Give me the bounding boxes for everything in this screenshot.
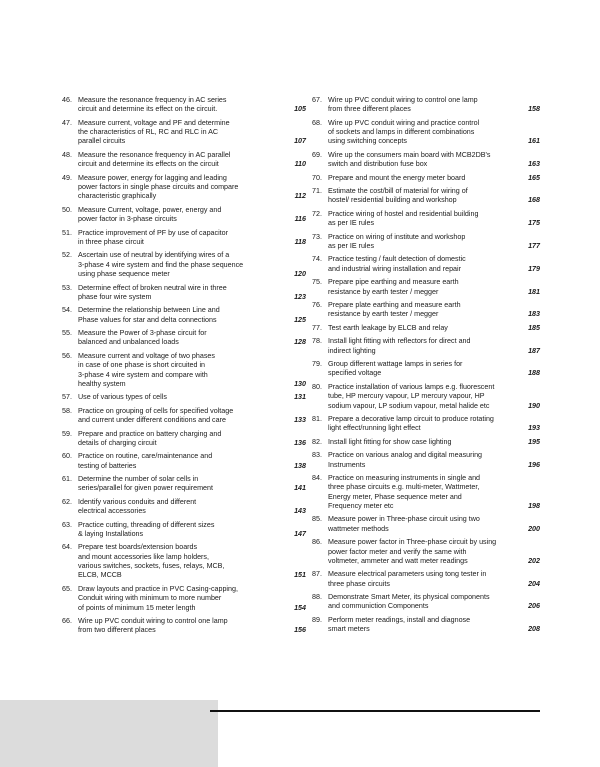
toc-entry-page: 198 [528,501,540,510]
toc-entry-number: 65. [62,584,72,593]
toc-entry-title-line: Prepare test boards/extension boards [78,543,198,552]
toc-entry-title-line: wattmeter methods [328,524,389,533]
toc-entry-title-line: in case of one phase is short circuited in [78,361,206,370]
toc-entry-page: 143 [294,507,306,516]
toc-right-column [312,96,540,639]
toc-entry-title [78,329,286,348]
toc-entry-title [328,187,520,206]
toc-entry-page: 125 [294,315,306,324]
toc-entry-page: 151 [294,571,306,580]
toc-entry-title-line: the characteristics of RL, RC and RLC in AC [78,128,219,137]
toc-entry [62,585,306,613]
toc-entry [312,383,540,411]
toc-entry-title-line: parallel circuits [78,137,126,146]
toc-entry [312,174,540,183]
toc-entry [62,151,306,170]
toc-entry [312,337,540,356]
toc-entry-title-line: Determine the number of solar cells in [78,475,199,484]
toc-entry [62,96,306,115]
toc-entry-title-line: Measure power in Three-phase circuit using two [328,515,480,524]
toc-entry-title-line: Practice on measuring instruments in single and [328,473,481,482]
toc-entry-title-line: Measure the resonance frequency in AC parallel [78,150,231,159]
toc-entry-title-line: Practice on routine, care/maintenance and [78,452,213,461]
toc-entry-title [78,585,286,613]
toc-entry-title-line: phase four wire system [78,292,152,301]
toc-entry-title-line: as per IE rules [328,219,375,228]
toc-entry-page: 105 [294,105,306,114]
toc-entry-title-line: 3-phase 4 wire system and compare with [78,370,208,379]
toc-entry-title-line: balanced and unbalanced loads [78,338,179,347]
toc-entry-page: 130 [294,379,306,388]
toc-entry-title-line: Prepare and practice on battery charging and [78,429,222,438]
toc-entry [312,451,540,470]
toc-entry-title-line: Determine effect of broken neutral wire in three [78,283,227,292]
toc-entry [312,438,540,447]
toc-entry-title [328,474,520,511]
toc-entry-title-line: Draw layouts and practice in PVC Casing-capping, [78,584,238,593]
toc-entry-page: 168 [528,196,540,205]
toc-entry-title-line: Determine the relationship between Line and [78,306,220,315]
toc-entry-title [78,119,286,147]
toc-entry-title-line: Measure current, voltage and PF and determine [78,118,230,127]
toc-entry-title-line: Wire up the consumers main board with MCB2DB's [328,150,491,159]
toc-entry-title [328,301,520,320]
toc-entry-title-line: Prepare pipe earthing and measure earth [328,278,459,287]
toc-entry-number: 54. [62,306,72,315]
toc-entry-title-line: series/parallel for given power requirement [78,484,213,493]
toc-entry-page: 147 [294,530,306,538]
toc-entry-title-line: Prepare plate earthing and measure earth [328,301,461,310]
toc-entry-page: 204 [528,579,540,588]
toc-entry-title-line: from two different places [78,626,156,635]
toc-entry-page: 165 [528,173,540,182]
toc-entry-title-line: and communiction Components [328,602,429,611]
toc-entry-page: 179 [528,264,540,273]
toc-entry-title-line: circuit and determine its effects on the circuit [78,160,219,169]
footer-gray-block [0,700,218,767]
toc-entry-page: 175 [528,219,540,228]
toc-entry-title-line: Phase values for star and delta connections [78,315,217,324]
toc-entry [62,206,306,225]
toc-entry-number: 87. [312,570,322,579]
toc-entry [312,360,540,379]
toc-entry-title [328,538,520,566]
toc-entry [62,475,306,494]
toc-entry-title-line: power factor in 3-phase circuits [78,215,177,224]
toc-entry-number: 71. [312,187,322,196]
toc-entry-number: 86. [312,538,322,547]
toc-entry-title [78,452,286,471]
toc-entry-number: 77. [312,323,322,332]
toc-entry-title-line: Measure Current, voltage, power, energy and [78,205,222,214]
toc-entry-title-line: various switches, sockets, fuses, relays, MCB, [78,562,225,571]
toc-entry-number: 68. [312,118,322,127]
toc-entry-page: 183 [528,310,540,319]
toc-entry-title-line: Instruments [328,460,366,469]
toc-entry-title-line: Use of various types of cells [78,393,167,402]
toc-entry-title-line: power factor meter and verify the same with [328,547,467,556]
toc-entry-title-line: and industrial wiring installation and repair [328,264,461,273]
toc-entry-page: 141 [294,484,306,493]
toc-entry-title-line: characteristic graphically [78,192,157,201]
toc-entry-page: 181 [528,287,540,296]
toc-entry-number: 82. [312,437,322,446]
toc-entry-title-line: electrical accessories [78,507,146,516]
toc-entry-number: 62. [62,497,72,506]
toc-entry-title [78,393,286,402]
toc-entry-page: 177 [528,242,540,251]
toc-entry-number: 49. [62,173,72,182]
toc-entry-title-line: Wire up PVC conduit wiring to control one lamp [78,617,228,626]
toc-entry-number: 66. [62,617,72,626]
toc-entry [312,233,540,252]
toc-entry-page: 131 [294,393,306,402]
toc-entry-page: 118 [294,237,306,246]
toc-entry-page: 206 [528,602,540,611]
toc-entry-number: 60. [62,452,72,461]
toc-entry-title-line: Prepare and mount the energy meter board [328,173,466,182]
toc-entry-title-line: resistance by earth tester / megger [328,310,439,319]
toc-entry-number: 46. [62,96,72,104]
toc-entry-page: 195 [528,437,540,446]
toc-entry-title-line: three phase circuits e.g. multi-meter, Wattmeter, [328,483,480,492]
toc-entry-title-line: Practice on wiring of institute and workshop [328,232,466,241]
toc-entry-title-line: Test earth leakage by ELCB and relay [328,323,448,332]
toc-entry-number: 61. [62,475,72,484]
toc-entry-page: 185 [528,323,540,332]
toc-entry-number: 72. [312,209,322,218]
toc-entry-number: 67. [312,96,322,104]
toc-entry [312,570,540,589]
toc-entry-title-line: power factors in single phase circuits and compare [78,183,239,192]
toc-entry-title [78,498,286,517]
toc-entry-title-line: Group different wattage lamps in series for [328,360,463,369]
toc-entry [62,174,306,202]
toc-entry-number: 70. [312,173,322,182]
toc-entry [62,119,306,147]
toc-entry-number: 83. [312,451,322,460]
toc-entry [62,284,306,303]
toc-entry [62,329,306,348]
toc-entry-title-line: specified voltage [328,369,382,378]
toc-entry-title-line: voltmeter, ammeter and watt meter readings [328,556,468,565]
toc-entry-title-line: Wire up PVC conduit wiring to control one lamp [328,96,478,104]
toc-entry-number: 73. [312,232,322,241]
toc-entry-page: 110 [294,160,306,169]
toc-entry-number: 48. [62,150,72,159]
toc-entry-title-line: circuit and determine its effect on the circuit. [78,105,218,114]
toc-entry-page: 107 [294,137,306,146]
toc-entry-page: 163 [528,160,540,169]
toc-entry-number: 89. [312,615,322,624]
toc-entry [62,617,306,636]
toc-entry-title [328,337,520,356]
toc-entry-title-line: as per IE rules [328,242,375,251]
toc-entry-title-line: switch and distribution fuse box [328,160,428,169]
toc-entry-title [78,407,286,426]
toc-entry-title-line: Conduit wiring with minimum to more number [78,594,222,603]
toc-entry-title-line: Measure electrical parameters using tong tester in [328,570,487,579]
toc-entry [312,515,540,534]
toc-entry-number: 84. [312,473,322,482]
toc-entry-page: 188 [528,369,540,378]
toc-entry-title [328,324,520,333]
toc-entry [312,593,540,612]
toc-entry [312,187,540,206]
toc-entry [62,407,306,426]
toc-entry-title-line: Practice wiring of hostel and residential building [328,209,479,218]
toc-entry [312,301,540,320]
toc-entry-title-line: three phase circuits [328,579,390,588]
toc-entry-title-line: Energy meter, Phase sequence meter and [328,492,462,501]
toc-entry-title-line: ELCB, MCCB [78,571,122,580]
toc-entry-page: 208 [528,625,540,634]
toc-entry-title [78,229,286,248]
toc-entry-title [328,438,520,447]
toc-entry [312,119,540,147]
toc-entry-title-line: light effect/running light effect [328,424,421,433]
toc-entry-title-line: of sockets and lamps in different combinations [328,128,475,137]
toc-entry-title-line: tube, HP mercury vapour, LP mercury vapour, HP [328,392,485,401]
toc-entry-number: 47. [62,118,72,127]
toc-entry-number: 52. [62,251,72,260]
toc-entry-title [328,415,520,434]
toc-entry-title [328,360,520,379]
toc-entry-title-line: Measure the resonance frequency in AC series [78,96,227,104]
toc-entry [62,430,306,449]
toc-entry-title-line: Practice installation of various lamps e.g. fluorescent [328,382,495,391]
toc-entry-page: 190 [528,401,540,410]
toc-entry-title-line: Measure the Power of 3-phase circuit for [78,329,207,338]
toc-entry-number: 55. [62,329,72,338]
toc-entry-title [78,543,286,580]
toc-entry-title-line: 3-phase 4 wire system and find the phase sequence [78,260,244,269]
toc-entry-title-line: Wire up PVC conduit wiring and practice control [328,118,480,127]
toc-entry-title [78,206,286,225]
toc-entry-number: 63. [62,520,72,529]
toc-entry [312,324,540,333]
toc-entry-page: 202 [528,556,540,565]
toc-entry-title-line: Identify various conduits and different [78,497,197,506]
toc-entry-title [78,352,286,389]
toc-entry-title [328,383,520,411]
toc-entry-title [328,96,520,115]
toc-entry-title-line: & laying Installations [78,530,144,538]
toc-entry-title [328,451,520,470]
toc-entry-title-line: details of charging circuit [78,438,157,447]
toc-entry-title-line: Practice on grouping of cells for specified voltage [78,406,234,415]
toc-entry [62,251,306,279]
toc-entry-page: 187 [528,346,540,355]
toc-entry-number: 59. [62,429,72,438]
toc-entry [312,255,540,274]
toc-entry-title-line: Demonstrate Smart Meter, its physical components [328,593,490,602]
toc-entry-title-line: Install light fitting with reflectors for direct and [328,337,471,346]
toc-entry-title [78,306,286,325]
toc-entry-title [78,521,286,540]
toc-entry-number: 80. [312,382,322,391]
toc-entry [62,498,306,517]
toc-entry-title-line: Practice cutting, threading of different sizes [78,520,215,529]
toc-entry-page: 116 [294,215,306,224]
toc-entry-page: 112 [294,192,306,201]
toc-entry-number: 85. [312,515,322,524]
toc-entry [312,210,540,229]
toc-entry-title-line: Perform meter readings, install and diagnose [328,615,471,624]
toc-entry-title-line: in three phase circuit [78,237,144,246]
toc-entry-title-line: and mount accessories like lamp holders, [78,552,209,561]
toc-entry-title-line: Install light fitting for show case lighting [328,437,452,446]
toc-entry-number: 76. [312,301,322,310]
toc-entry-title [328,233,520,252]
toc-entry-number: 88. [312,593,322,602]
toc-entry-page: 158 [528,105,540,114]
toc-entry [62,452,306,471]
toc-entry-title [328,119,520,147]
toc-entry-title [328,255,520,274]
toc-entry-page: 138 [294,461,306,470]
toc-entry-title-line: using switching concepts [328,137,407,146]
toc-entry-number: 58. [62,406,72,415]
toc-entry-number: 56. [62,351,72,360]
toc-entry-title-line: resistance by earth tester / megger [328,287,439,296]
toc-entry-title [328,593,520,612]
toc-entry-page: 128 [294,338,306,347]
toc-entry-title-line: smart meters [328,625,370,634]
toc-entry-number: 79. [312,360,322,369]
toc-entry-number: 50. [62,205,72,214]
toc-entry-title-line: Measure current and voltage of two phases [78,351,215,360]
toc-entry [62,521,306,540]
toc-entry-title [328,151,520,170]
toc-entry-page: 196 [528,460,540,469]
toc-entry-title [78,96,286,115]
toc-entry-page: 120 [294,270,306,279]
toc-entry [312,538,540,566]
toc-entry-title [328,616,520,635]
toc-entry [62,229,306,248]
toc-entry-title [78,151,286,170]
toc-entry-page: 193 [528,424,540,433]
toc-entry-title-line: Practice on various analog and digital measuring [328,451,483,460]
toc-entry-number: 64. [62,543,72,552]
toc-entry-page: 154 [294,603,306,612]
toc-entry-number: 81. [312,414,322,423]
toc-entry [312,278,540,297]
toc-entry-title-line: and current under different conditions and care [78,416,226,425]
toc-entry-title [328,570,520,589]
toc-entry [312,474,540,511]
toc-entry-title [328,210,520,229]
toc-entry-page: 200 [528,524,540,533]
toc-entry-title [78,251,286,279]
toc-entry-number: 74. [312,255,322,264]
toc-entry-page: 133 [294,416,306,425]
toc-entry-title-line: Estimate the cost/bill of material for wiring of [328,187,468,196]
toc-entry [62,393,306,402]
toc-entry-number: 78. [312,337,322,346]
toc-entry-title-line: Ascertain use of neutral by identifying wires of a [78,251,230,260]
toc-entry-title-line: Measure power, energy for lagging and leading [78,173,227,182]
toc-entry-page: 123 [294,292,306,301]
toc-entry-title [328,174,520,183]
toc-entry [312,151,540,170]
toc-entry-page: 161 [528,137,540,146]
toc-entry [62,352,306,389]
toc-entry [62,306,306,325]
toc-entry-number: 57. [62,393,72,402]
toc-entry-title-line: from three different places [328,105,411,114]
toc-entry-number: 75. [312,278,322,287]
toc-entry-title [78,430,286,449]
toc-entry-title [78,174,286,202]
toc-entry-number: 69. [312,150,322,159]
toc-entry-title-line: Practice improvement of PF by use of capacitor [78,228,229,237]
toc-entry [62,543,306,580]
toc-entry-title-line: Prepare a decorative lamp circuit to produce rotating [328,414,494,423]
toc-entry-title [328,515,520,534]
toc-entry-title-line: testing of batteries [78,461,137,470]
toc-entry-title [328,278,520,297]
toc-entry-page: 136 [294,438,306,447]
toc-entry-title-line: Measure power factor in Three-phase circuit by using [328,538,497,547]
toc-entry [312,96,540,115]
toc-entry [312,415,540,434]
toc-entry-title [78,475,286,494]
toc-entry-title-line: Practice testing / fault detection of domestic [328,255,466,264]
toc-entry-title-line: indirect lighting [328,346,376,355]
toc-entry-title-line: using phase sequence meter [78,270,170,279]
toc-entry-title-line: sodium vapour, LP sodium vapour, metal halide etc [328,401,490,410]
toc-left-column [62,96,306,640]
footer-rule [210,710,540,712]
toc-entry-number: 53. [62,283,72,292]
toc-entry-number: 51. [62,228,72,237]
toc-entry [312,616,540,635]
toc-entry-title-line: of points of minimum 15 meter length [78,603,196,612]
toc-entry-title [78,284,286,303]
toc-entry-title [78,617,286,636]
toc-entry-title-line: Frequency meter etc [328,501,394,510]
toc-entry-title-line: hostel/ residential building and workshop [328,196,457,205]
toc-entry-page: 156 [294,626,306,635]
toc-entry-title-line: healthy system [78,379,126,388]
